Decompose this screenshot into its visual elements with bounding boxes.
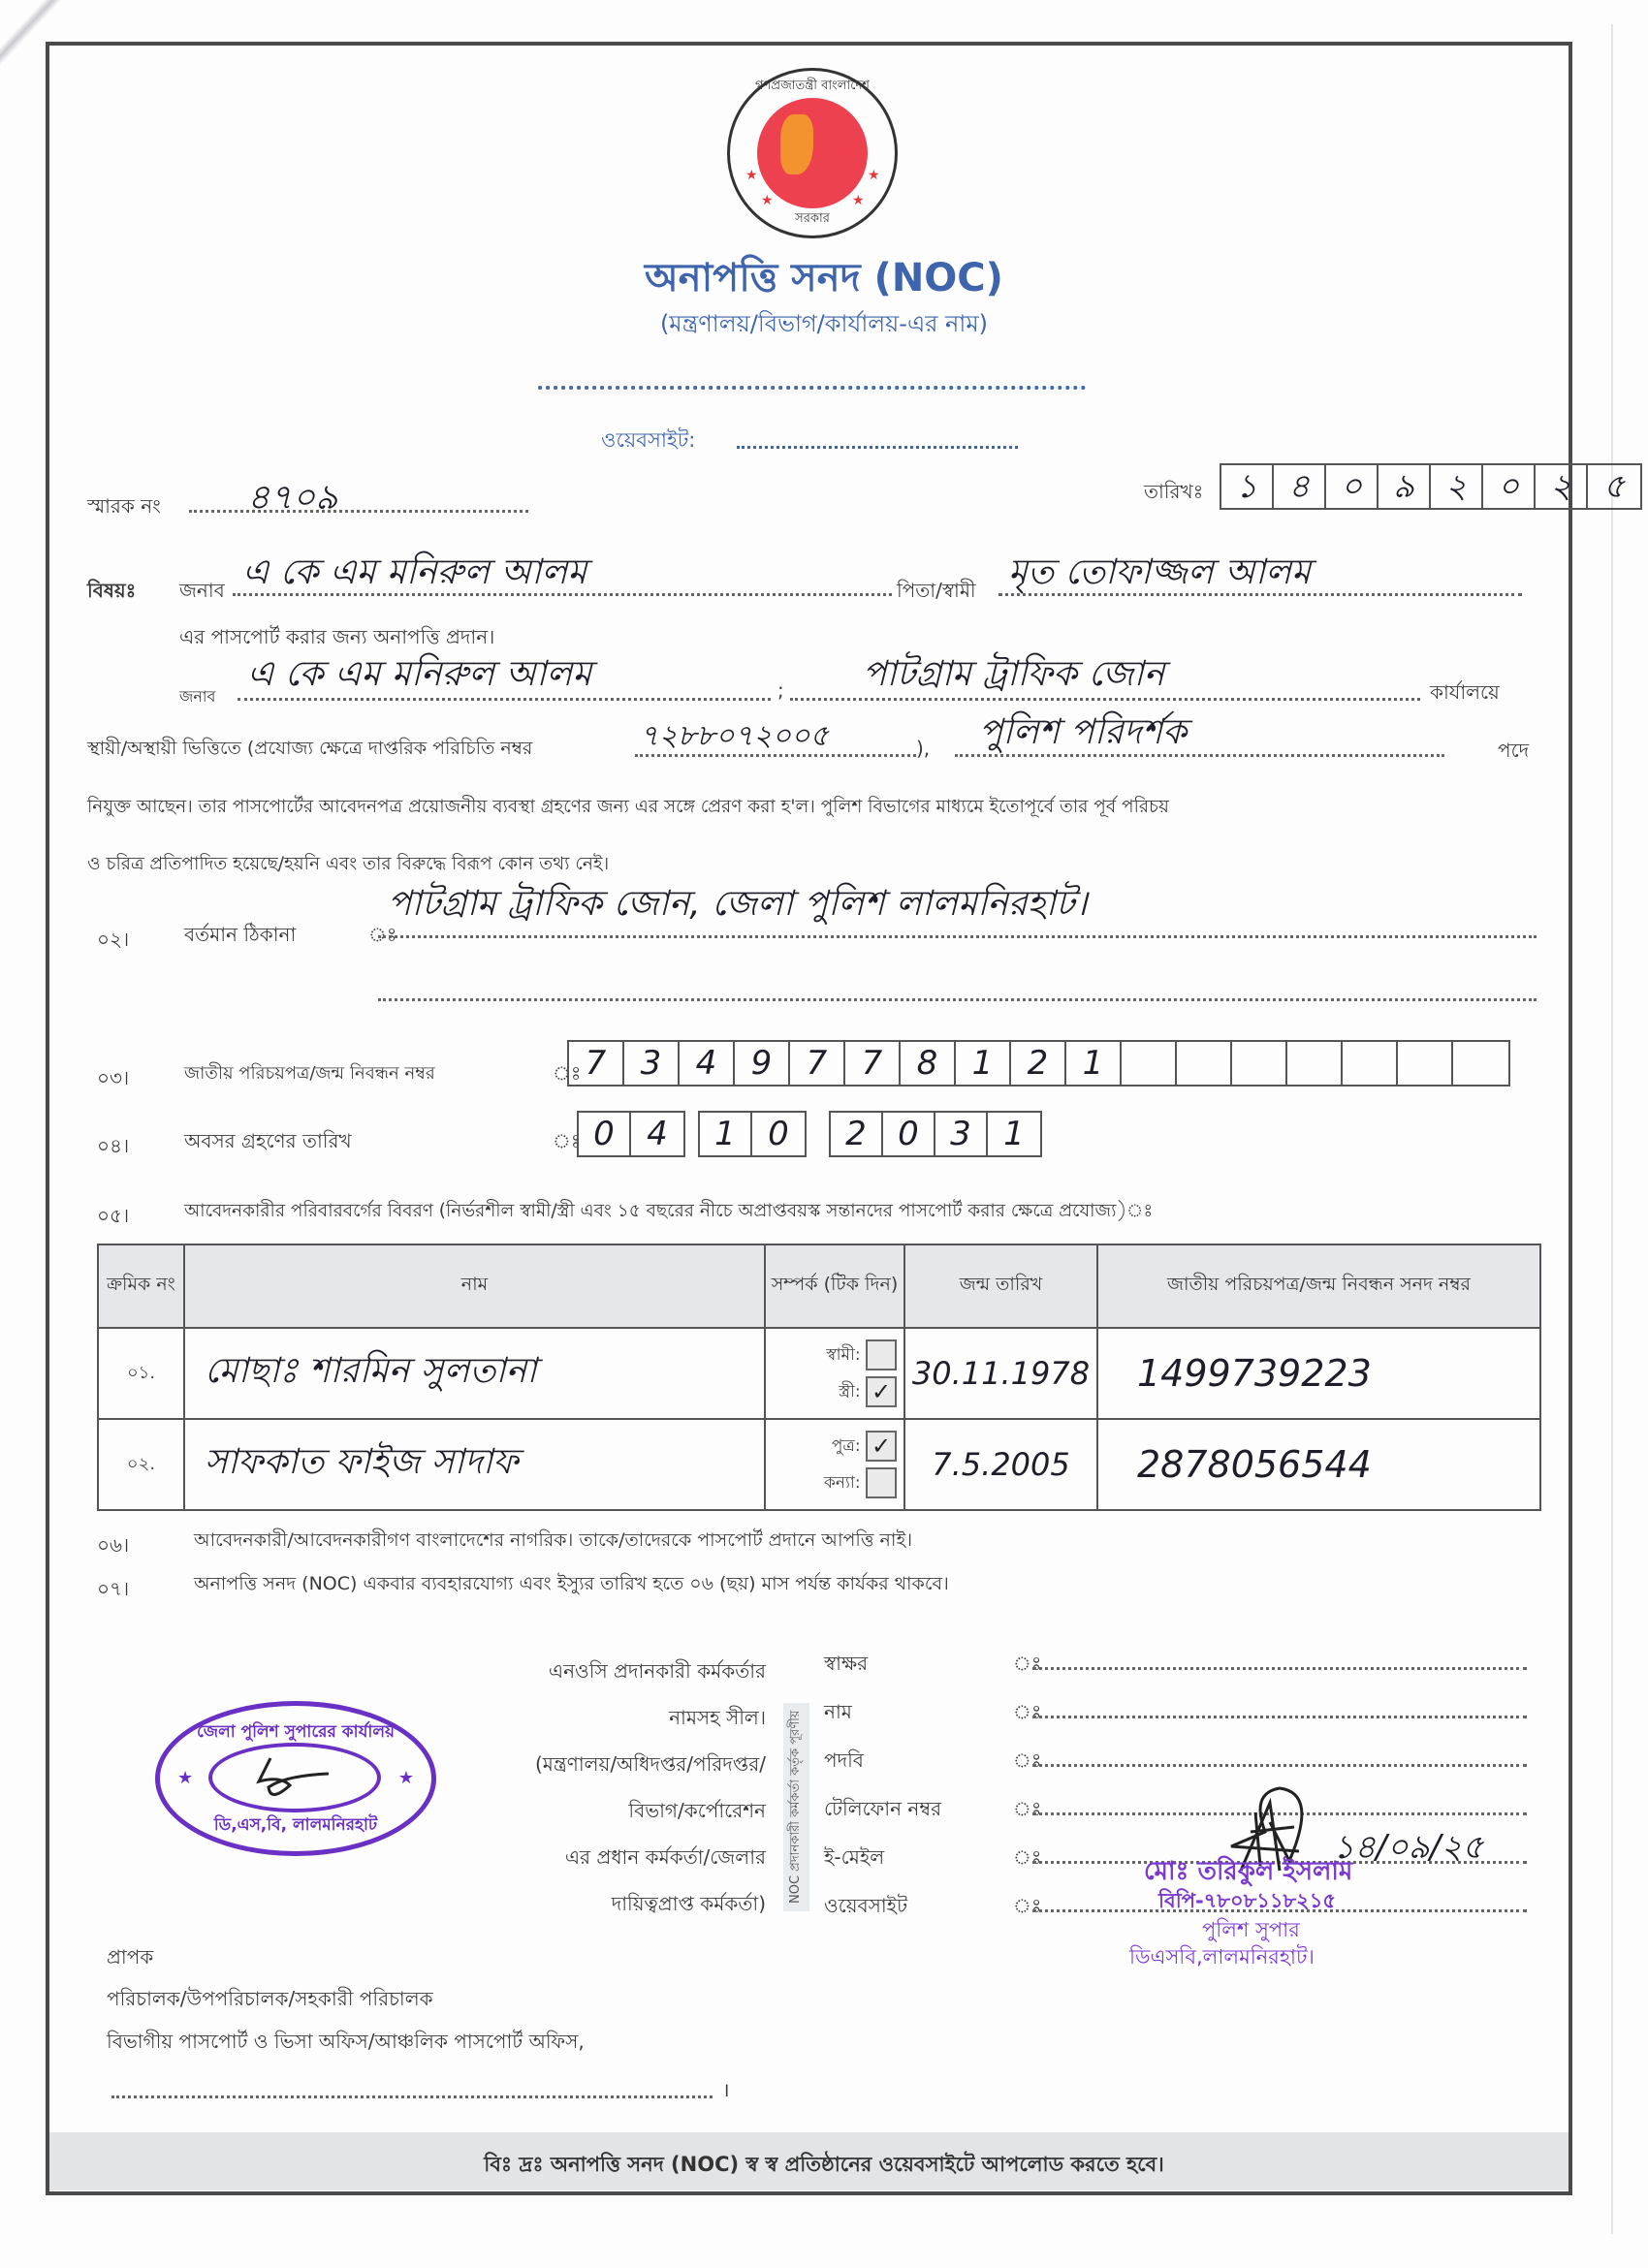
field-colon: ঃ xyxy=(1013,1652,1042,1675)
officer-field-input[interactable] xyxy=(1032,1764,1527,1767)
digit-cell: ০ xyxy=(1483,465,1536,508)
digit-cell: 7 xyxy=(569,1042,624,1085)
memo-label: স্মারক নং xyxy=(87,494,161,518)
digit-cell: 3 xyxy=(624,1042,680,1085)
field-colon: ঃ xyxy=(1013,1845,1042,1869)
field-colon: ঃ xyxy=(1013,1700,1042,1723)
cell-serial: ০২. xyxy=(98,1419,184,1510)
nid-colon: ঃ xyxy=(553,1061,582,1085)
relation-label: স্ত্রী: xyxy=(839,1382,861,1402)
officer-instructions xyxy=(417,1648,766,1927)
subject-line2: এর পাসপোর্ট করার জন্য অনাপত্তি প্রদান। xyxy=(179,625,495,648)
digit-cell xyxy=(1287,1042,1343,1085)
col-dob: জন্ম তারিখ xyxy=(904,1244,1097,1328)
officer-instruction-line: (মন্ত্রণালয়/অধিদপ্তর/পরিদপ্তর/ xyxy=(534,1752,766,1776)
emblem-bottom-text: সরকার xyxy=(795,211,830,226)
body-line4: ও চরিত্র প্রতিপাদিত হয়েছে/হয়নি এবং তার বিরুদ্ধে বিরূপ কোন তথ্য নেই। xyxy=(87,854,610,874)
date-label: তারিখঃ xyxy=(1144,480,1204,503)
star-icon: ★ xyxy=(745,168,758,183)
field-colon: ঃ xyxy=(1013,1748,1042,1772)
table-header-row xyxy=(98,1244,1540,1328)
document-subtitle: (মন্ত্রণালয়/বিভাগ/কার্যালয়-এর নাম) xyxy=(659,310,989,337)
retirement-colon: ঃ xyxy=(553,1129,582,1152)
government-emblem xyxy=(727,68,898,238)
table-row xyxy=(98,1328,1540,1419)
paren-comma: ), xyxy=(916,737,931,760)
retirement-num: ০৪। xyxy=(97,1134,130,1157)
stamp-officer-bp: বিপি-৭৮০৮১১৮২১৫ xyxy=(1158,1889,1337,1912)
digit-cell: 9 xyxy=(735,1042,790,1085)
digit-cell: 1 xyxy=(1003,1115,1025,1153)
body-line2-prefix: স্থায়ী/অস্থায়ী ভিত্তিতে (প্রযোজ্য ক্ষেত্রে দাপ্তরিক পরিচিতি নম্বর xyxy=(87,738,533,759)
office-name: পাটগ্রাম ট্রাফিক জোন xyxy=(863,654,1165,694)
father-name: মৃত তোফাজ্জল আলম xyxy=(1008,552,1312,592)
office-suffix: কার্যালয়ে xyxy=(1430,680,1500,704)
retirement-day-boxes xyxy=(577,1111,685,1157)
relation-checkbox[interactable]: ✓ xyxy=(866,1431,897,1462)
recipient-label: প্রাপক xyxy=(107,1945,154,1969)
cell-dob: 30.11.1978 xyxy=(904,1328,1097,1419)
officer-field-input[interactable] xyxy=(1032,1667,1527,1670)
star-icon: ★ xyxy=(761,193,774,208)
official-id: ৭২৮৮০৭২০০৫ xyxy=(640,719,829,753)
digit-cell: 4 xyxy=(647,1115,668,1153)
address-value: পাটগ্রাম ট্রাফিক জোন, জেলা পুলিশ লালমনিরহাট। xyxy=(388,884,1088,924)
subject-name: এ কে এম মনিরুল আলম xyxy=(242,552,587,592)
officer-field-input[interactable] xyxy=(1032,1716,1527,1718)
col-name: নাম xyxy=(184,1244,765,1328)
digit-cell: 1 xyxy=(956,1042,1011,1085)
recipient-office-line xyxy=(111,2095,713,2098)
digit-cell: ২ xyxy=(1536,465,1588,508)
col-nid: জাতীয় পরিচয়পত্র/জন্ম নিবন্ধন সনদ নম্বর xyxy=(1097,1244,1540,1328)
star-icon: ★ xyxy=(868,168,880,183)
officer-instruction-line: দায়িত্বপ্রাপ্ত কর্মকর্তা) xyxy=(611,1892,766,1915)
officer-instruction-line: এর প্রধান কর্মকর্তা/জেলার xyxy=(564,1845,766,1869)
relation-option xyxy=(773,1467,897,1498)
digit-cell: 0 xyxy=(579,1113,631,1155)
retirement-month-boxes xyxy=(698,1111,807,1157)
subject-janab-label: জনাব xyxy=(179,579,225,602)
cell-dob: 7.5.2005 xyxy=(904,1419,1097,1510)
citizen-text: আবেদনকারী/আবেদনকারীগণ বাংলাদেশের নাগরিক। তাকে/তাদেরকে পাসপোর্ট প্রদানে আপত্তি নাই। xyxy=(194,1529,913,1551)
digit-cell xyxy=(1122,1042,1177,1085)
nid-boxes xyxy=(567,1040,1510,1087)
digit-cell: ০ xyxy=(1326,465,1379,508)
website-label: ওয়েবসাইট: xyxy=(601,428,696,452)
recipient-line2: বিভাগীয় পাসপোর্ট ও ভিসা অফিস/আঞ্চলিক পাসপোর্ট অফিস, xyxy=(107,2030,585,2053)
seal-bottom-text: ডি,এস,বি, লালমনিরহাট xyxy=(213,1815,378,1835)
digit-cell: ১ xyxy=(1221,465,1274,508)
digit-cell xyxy=(1232,1042,1287,1085)
officer-vertical-label: NOC প্রদানকারী কর্মকর্তা কর্তৃক পূরণীয় xyxy=(783,1703,809,1911)
cell-relation xyxy=(765,1419,904,1510)
col-serial: ক্রমিক নং xyxy=(98,1244,184,1328)
officer-field-row xyxy=(824,1735,1541,1783)
footer-note: বিঃ দ্রঃ অনাপত্তি সনদ (NOC) স্ব স্ব প্রতিষ্ঠানের ওয়েবসাইটে আপলোড করতে হবে। xyxy=(484,2153,1164,2176)
digit-cell: 0 xyxy=(883,1113,935,1155)
field-colon: ঃ xyxy=(1013,1797,1042,1820)
office-seal-stamp xyxy=(155,1701,436,1856)
emblem-top-text: গণপ্রজাতন্ত্রী বাংলাদেশ xyxy=(755,79,870,93)
cell-name: মোছাঃ শারমিন সুলতানা xyxy=(184,1328,765,1419)
star-icon: ★ xyxy=(177,1768,194,1788)
digit-cell: 7 xyxy=(790,1042,845,1085)
address-line-2 xyxy=(378,998,1537,1001)
nid-label: জাতীয় পরিচয়পত্র/জন্ম নিবন্ধন নম্বর xyxy=(184,1063,435,1084)
body-name: এ কে এম মনিরুল আলম xyxy=(247,654,592,694)
digit-cell: ২ xyxy=(1431,465,1483,508)
officer-field-label: পদবি xyxy=(824,1748,864,1772)
officer-field-label: ই-মেইল xyxy=(824,1845,885,1869)
digit-cell: 4 xyxy=(680,1042,735,1085)
digit-cell: 1 xyxy=(1066,1042,1122,1085)
digit-cell xyxy=(1398,1042,1453,1085)
nid-num: ০৩। xyxy=(97,1066,130,1089)
cell-nid: 2878056544 xyxy=(1097,1419,1540,1510)
digit-cell: 2 xyxy=(831,1113,883,1155)
address-colon: ঃ xyxy=(368,923,397,946)
digit-cell: 7 xyxy=(845,1042,901,1085)
relation-option xyxy=(773,1339,897,1370)
table-row xyxy=(98,1419,1540,1510)
cell-serial: ০১. xyxy=(98,1328,184,1419)
address-label: বর্তমান ঠিকানা xyxy=(184,923,297,946)
officer-field-label: নাম xyxy=(824,1700,852,1723)
retirement-year-boxes xyxy=(829,1111,1042,1157)
officer-field-row xyxy=(824,1686,1541,1735)
field-colon: ঃ xyxy=(1013,1894,1042,1917)
digit-cell: 3 xyxy=(935,1113,988,1155)
relation-label: পুত্র: xyxy=(831,1436,861,1456)
digit-cell xyxy=(1177,1042,1232,1085)
body-janab-label: জনাব xyxy=(179,687,216,706)
officer-field-row xyxy=(824,1638,1541,1686)
date-boxes xyxy=(1220,463,1642,510)
website-line xyxy=(737,446,1018,449)
signature-date: ১৪/০৯/২৫ xyxy=(1333,1828,1484,1867)
family-label: আবেদনকারীর পরিবারবর্গের বিবরণ (নির্ভরশীল স্বামী/স্ত্রী এবং ১৫ বছরের নীচে অপ্রাপ্তবয়স্ক সন্তানদের পাসপোর্ট করার ক্ষেত্রে প্রযোজ্য)ঃ xyxy=(184,1201,1154,1221)
retirement-label: অবসর গ্রহণের তারিখ xyxy=(184,1129,352,1152)
officer-field-label: টেলিফোন নম্বর xyxy=(824,1797,942,1820)
col-relation: সম্পর্ক (টিক দিন) xyxy=(765,1244,904,1328)
relation-checkbox[interactable]: ✓ xyxy=(866,1376,897,1407)
address-num: ০২। xyxy=(97,928,130,951)
stamp-officer-office: ডিএসবি,লালমনিরহাট। xyxy=(1129,1945,1315,1969)
officer-instruction-line: এনওসি প্রদানকারী কর্মকর্তার xyxy=(548,1659,766,1683)
cell-nid: 1499739223 xyxy=(1097,1328,1540,1419)
father-label: পিতা/স্বামী xyxy=(897,579,976,602)
family-table xyxy=(97,1244,1541,1511)
stamp-officer-name: মোঃ তরিকুল ইসলাম xyxy=(1144,1857,1353,1886)
stamp-officer-designation: পুলিশ সুপার xyxy=(1202,1918,1300,1941)
relation-checkbox[interactable] xyxy=(866,1339,897,1370)
seal-inner-ring xyxy=(208,1743,381,1812)
address-line-1 xyxy=(378,935,1537,938)
recipient-line1: পরিচালক/উপপরিচালক/সহকারী পরিচালক xyxy=(107,1987,433,2010)
relation-option xyxy=(773,1376,897,1407)
digit-cell: ৯ xyxy=(1379,465,1431,508)
document-title: অনাপত্তি সনদ (NOC) xyxy=(645,256,1003,300)
citizen-num: ০৬। xyxy=(97,1533,130,1557)
designation-suffix: পদে xyxy=(1498,739,1530,762)
digit-cell xyxy=(1453,1042,1508,1085)
relation-label: কন্যা: xyxy=(823,1473,861,1493)
digit-cell: 2 xyxy=(1011,1042,1066,1085)
paper-edge xyxy=(1611,24,1613,2234)
seal-top-text: জেলা পুলিশ সুপারের কার্যালয় xyxy=(196,1722,396,1742)
seal-initial-signature-icon xyxy=(212,1747,377,1809)
validity-num: ০৭। xyxy=(97,1577,130,1600)
cell-relation xyxy=(765,1328,904,1419)
officer-instruction-line: বিভাগ/কর্পোরেশন xyxy=(628,1799,766,1822)
bangladesh-map-icon xyxy=(780,114,813,174)
digit-cell: 8 xyxy=(901,1042,956,1085)
family-num: ০৫। xyxy=(97,1204,130,1227)
officer-field-label: স্বাক্ষর xyxy=(824,1652,869,1675)
memo-number: ৪৭০৯ xyxy=(247,478,338,518)
digit-cell: ৫ xyxy=(1602,467,1626,506)
relation-label: স্বামী: xyxy=(826,1345,861,1365)
relation-checkbox[interactable] xyxy=(866,1467,897,1498)
memo-line xyxy=(189,510,528,513)
star-icon: ★ xyxy=(852,193,865,208)
digit-cell xyxy=(1343,1042,1398,1085)
officer-field-label: ওয়েবসাইট xyxy=(824,1894,907,1917)
star-icon: ★ xyxy=(397,1768,414,1788)
digit-cell: 0 xyxy=(768,1115,789,1153)
semicolon: ; xyxy=(777,678,784,702)
digit-cell: 1 xyxy=(700,1113,752,1155)
body-line3: নিযুক্ত আছেন। তার পাসপোর্টের আবেদনপত্র প্রয়োজনীয় ব্যবস্থা গ্রহণের জন্য এর সঙ্গে প্রেরণ করা হ'ল। পুলিশ বিভাগের মাধ্যমে ইতোপূর্বে তার পূর্ব পরিচয় xyxy=(87,797,1169,817)
subject-label: বিষয়ঃ xyxy=(87,579,137,602)
validity-text: অনাপত্তি সনদ (NOC) একবার ব্যবহারযোগ্য এবং ইস্যুর তারিখ হতে ০৬ (ছয়) মাস পর্যন্ত কার্যকর থাকবে। xyxy=(194,1573,949,1594)
officer-instruction-line: নামসহ সীল। xyxy=(669,1706,766,1729)
cell-name: সাফকাত ফাইজ সাদাফ xyxy=(184,1419,765,1510)
designation: পুলিশ পরিদর্শক xyxy=(979,712,1188,752)
ministry-name-line xyxy=(538,386,1086,390)
digit-cell: ৪ xyxy=(1274,465,1326,508)
recipient-end-mark: । xyxy=(722,2078,730,2101)
relation-option xyxy=(773,1431,897,1462)
